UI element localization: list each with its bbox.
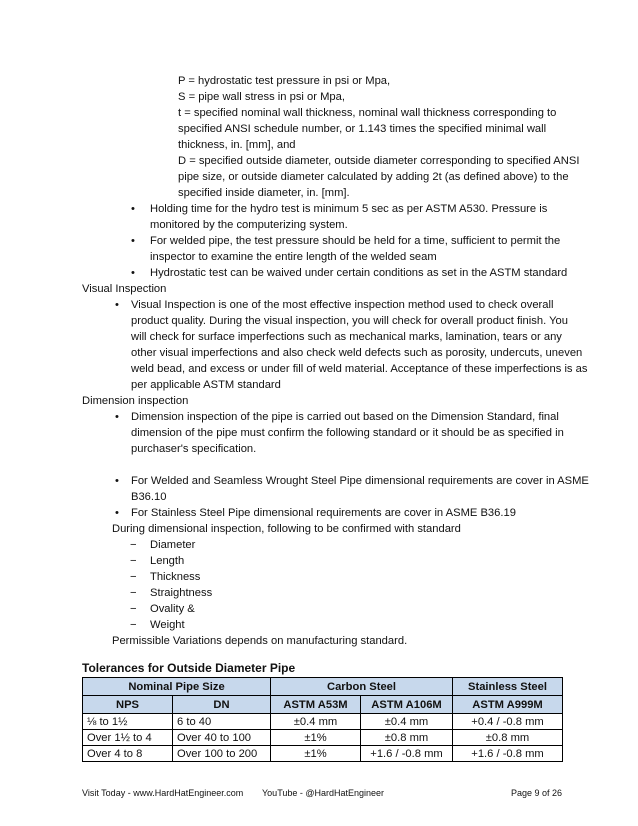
header-astm-a106m: ASTM A106M xyxy=(361,696,453,714)
cell-a999m: ±0.8 mm xyxy=(453,730,563,746)
header-nps: NPS xyxy=(83,696,173,714)
hydro-holding-time-line2: monitored by the computerizing system. xyxy=(150,219,348,231)
dimension-line1: Dimension inspection of the pipe is carried out based on the Dimension Standard, final xyxy=(131,411,559,423)
cell-nps: Over 1½ to 4 xyxy=(83,730,173,746)
header-astm-a53m: ASTM A53M xyxy=(271,696,361,714)
bullet-marker: • xyxy=(115,475,119,487)
header-dn: DN xyxy=(173,696,271,714)
table-row xyxy=(83,730,563,746)
table-sub-header-row xyxy=(83,696,563,714)
hydro-welded-pipe-line2: inspector to examine the entire length of the welded seam xyxy=(150,251,437,263)
standard-b3610-line2: B36.10 xyxy=(131,491,167,503)
header-nominal-pipe-size: Nominal Pipe Size xyxy=(83,678,271,696)
bullet-marker: • xyxy=(131,267,135,279)
cell-a106m: ±0.4 mm xyxy=(361,714,453,730)
dimension-line3: purchaser's specification. xyxy=(131,443,257,455)
dash-marker: − xyxy=(130,619,137,631)
dash-marker: − xyxy=(130,587,137,599)
footer-youtube-link[interactable]: YouTube - @HardHatEngineer xyxy=(262,788,385,798)
cell-dn: Over 40 to 100 xyxy=(173,730,271,746)
bullet-marker: • xyxy=(115,411,119,423)
cell-a999m: +0.4 / -0.8 mm xyxy=(453,714,563,730)
checklist-item: Length xyxy=(150,555,185,567)
table-group-header-row xyxy=(83,678,563,696)
cell-a53m: ±1% xyxy=(271,746,361,762)
visual-line4: other visual imperfections and also check weld defects such as porosity, undercuts, uneven xyxy=(131,347,583,359)
visual-line1: Visual Inspection is one of the most effective inspection method used to check overall xyxy=(131,299,554,311)
dash-marker: − xyxy=(130,571,137,583)
visual-line6: per applicable ASTM standard xyxy=(131,379,281,391)
header-astm-a999m: ASTM A999M xyxy=(453,696,563,714)
checklist-item: Straightness xyxy=(150,587,213,599)
hydro-welded-pipe-line1: For welded pipe, the test pressure should be held for a time, sufficient to permit the xyxy=(150,235,561,247)
standard-b3619-line1: For Stainless Steel Pipe dimensional requirements are cover in ASME B36.19 xyxy=(131,507,516,519)
formula-def-s: S = pipe wall stress in psi or Mpa, xyxy=(178,91,345,103)
dimension-inspection-heading: Dimension inspection xyxy=(82,395,189,407)
bullet-marker: • xyxy=(115,507,119,519)
cell-nps: Over 4 to 8 xyxy=(83,746,173,762)
dash-marker: − xyxy=(130,555,137,567)
table-row xyxy=(83,746,563,762)
cell-a53m: ±1% xyxy=(271,730,361,746)
permissible-variations-text: Permissible Variations depends on manufacturing standard. xyxy=(112,635,408,647)
formula-def-t-line1: t = specified nominal wall thickness, nominal wall thickness corresponding to xyxy=(178,107,557,119)
dash-marker: − xyxy=(130,539,137,551)
visual-line2: product quality. During the visual inspection, you will check for overall product finish. You xyxy=(131,315,568,327)
cell-a106m: +1.6 / -0.8 mm xyxy=(361,746,453,762)
footer-website-link[interactable]: Visit Today - www.HardHatEngineer.com xyxy=(82,788,244,798)
footer-page-number: Page 9 of 26 xyxy=(510,788,562,798)
checklist-item: Thickness xyxy=(150,571,201,583)
header-carbon-steel: Carbon Steel xyxy=(271,678,453,696)
cell-a999m: +1.6 / -0.8 mm xyxy=(453,746,563,762)
formula-def-d-line2: pipe size, or outside diameter calculated by adding 2t (as defined above) to the xyxy=(178,171,569,183)
table-row xyxy=(83,714,563,730)
checklist-item: Weight xyxy=(150,619,185,631)
during-dimensional-text: During dimensional inspection, following to be confirmed with standard xyxy=(112,523,461,535)
standard-b3610-line1: For Welded and Seamless Wrought Steel Pipe dimensional requirements are cover in ASME xyxy=(131,475,589,487)
formula-def-t-line2: specified ANSI schedule number, or 1.143 times the specified minimal wall xyxy=(178,123,547,135)
bullet-marker: • xyxy=(115,299,119,311)
visual-line5: weld bead, and excess or under fill of weld material. Acceptance of these imperfections is as xyxy=(131,363,588,375)
checklist-item: Ovality & xyxy=(150,603,195,615)
dash-marker: − xyxy=(130,603,137,615)
checklist-item: Diameter xyxy=(150,539,196,551)
bullet-marker: • xyxy=(131,235,135,247)
bullet-marker: • xyxy=(131,203,135,215)
formula-def-d-line1: D = specified outside diameter, outside diameter corresponding to specified ANSI xyxy=(178,155,580,167)
visual-inspection-heading: Visual Inspection xyxy=(82,283,167,295)
visual-line3: will check for surface imperfections such as mechanical marks, lamination, tears or any xyxy=(131,331,562,343)
hydro-waived-line1: Hydrostatic test can be waived under certain conditions as set in the ASTM standard xyxy=(150,267,568,279)
cell-dn: Over 100 to 200 xyxy=(173,746,271,762)
formula-def-t-line3: thickness, in. [mm], and xyxy=(178,139,296,151)
table-title: Tolerances for Outside Diameter Pipe xyxy=(82,661,296,675)
cell-a106m: ±0.8 mm xyxy=(361,730,453,746)
header-stainless-steel: Stainless Steel xyxy=(453,678,563,696)
cell-nps: ⅛ to 1½ xyxy=(83,714,173,730)
formula-def-p: P = hydrostatic test pressure in psi or Mpa, xyxy=(178,75,391,87)
hydro-holding-time-line1: Holding time for the hydro test is minimum 5 sec as per ASTM A530. Pressure is xyxy=(150,203,548,215)
dimension-line2: dimension of the pipe must confirm the following standard or it should be as specified in xyxy=(131,427,564,439)
formula-def-d-line3: specified inside diameter, in. [mm]. xyxy=(178,187,350,199)
cell-dn: 6 to 40 xyxy=(173,714,271,730)
cell-a53m: ±0.4 mm xyxy=(271,714,361,730)
tolerance-table xyxy=(82,677,563,762)
